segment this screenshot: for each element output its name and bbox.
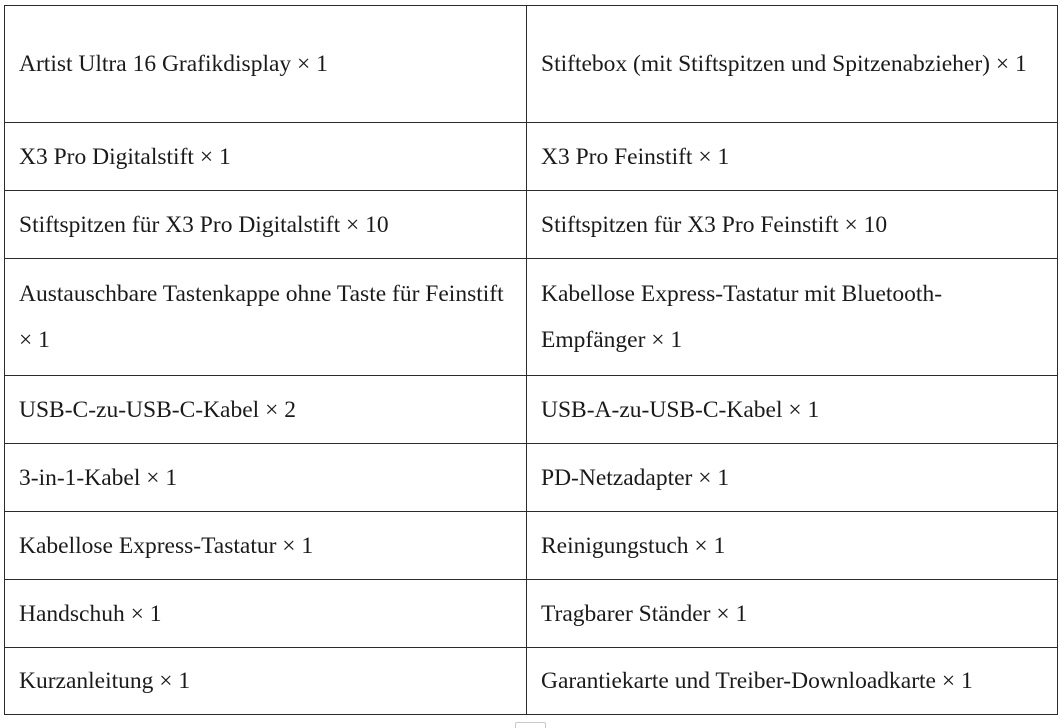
table-cell: X3 Pro Feinstift × 1 xyxy=(527,123,1058,191)
table-cell: Artist Ultra 16 Grafikdisplay × 1 xyxy=(5,6,527,123)
table-cell: Tragbarer Ständer × 1 xyxy=(527,580,1058,648)
table-cell: Stiftebox (mit Stiftspitzen und Spitzenabzieher) × 1 xyxy=(527,6,1058,123)
table-cell: Kabellose Express-Tastatur mit Bluetooth-Empfänger × 1 xyxy=(527,259,1058,376)
table-cell: USB-A-zu-USB-C-Kabel × 1 xyxy=(527,376,1058,444)
table-row xyxy=(5,512,1058,580)
table-cell: Garantiekarte und Treiber-Downloadkarte × 1 xyxy=(527,648,1058,715)
table-cell: PD-Netzadapter × 1 xyxy=(527,444,1058,512)
table-cell: Kabellose Express-Tastatur × 1 xyxy=(5,512,527,580)
table-cell: X3 Pro Digitalstift × 1 xyxy=(5,123,527,191)
table-row xyxy=(5,123,1058,191)
table-row xyxy=(5,444,1058,512)
page-break-marker xyxy=(515,722,546,728)
table-row xyxy=(5,648,1058,715)
package-contents-table xyxy=(4,5,1058,715)
table-row xyxy=(5,580,1058,648)
table-cell: Stiftspitzen für X3 Pro Feinstift × 10 xyxy=(527,191,1058,259)
table-cell: Stiftspitzen für X3 Pro Digitalstift × 10 xyxy=(5,191,527,259)
table-cell: Handschuh × 1 xyxy=(5,580,527,648)
table-cell: Austauschbare Tastenkappe ohne Taste für Feinstift × 1 xyxy=(5,259,527,376)
table-row xyxy=(5,376,1058,444)
table-cell: Kurzanleitung × 1 xyxy=(5,648,527,715)
table-cell: Reinigungstuch × 1 xyxy=(527,512,1058,580)
table-cell: 3-in-1-Kabel × 1 xyxy=(5,444,527,512)
table-row xyxy=(5,191,1058,259)
table-cell: USB-C-zu-USB-C-Kabel × 2 xyxy=(5,376,527,444)
table-row xyxy=(5,6,1058,123)
table-row xyxy=(5,259,1058,376)
